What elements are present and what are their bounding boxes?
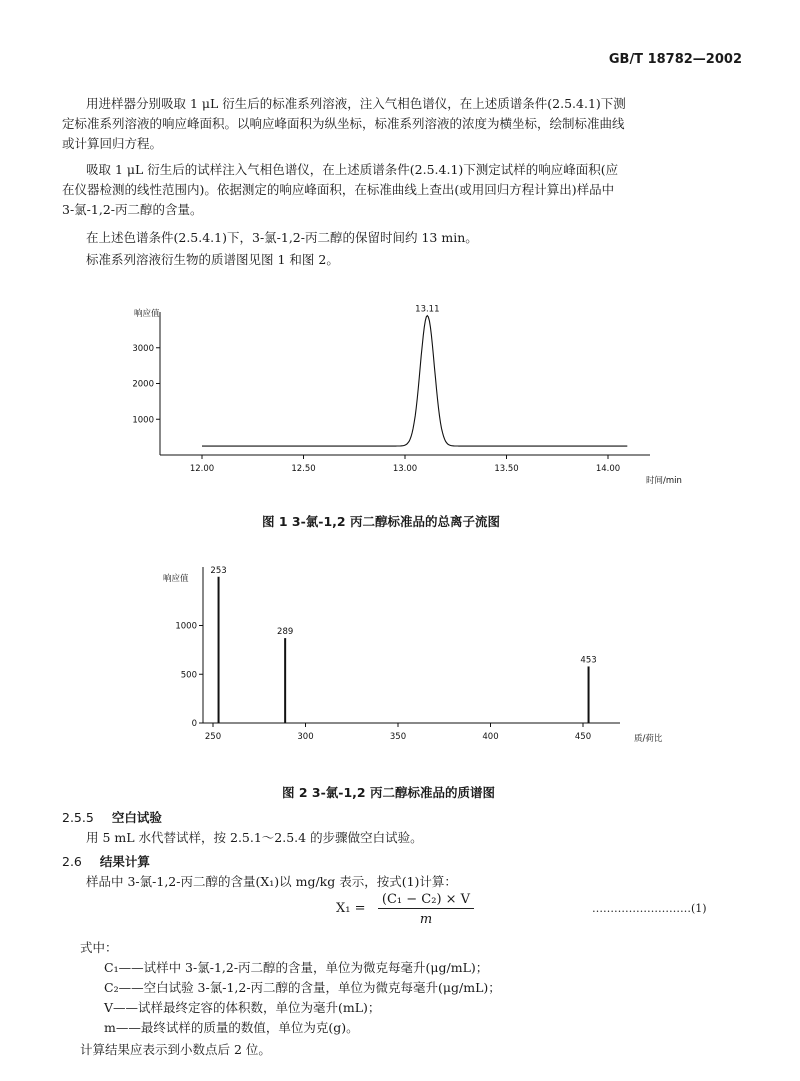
section-2-6-number: 2.6 — [62, 854, 82, 869]
x-tick-label: 12.50 — [291, 464, 316, 474]
section-2-5-5-number: 2.5.5 — [62, 810, 94, 825]
x-tick-label: 250 — [204, 732, 222, 742]
paragraph-1-line-1: 用进样器分别吸取 1 μL 衍生后的标准系列溶液，注入气相色谱仪，在上述质谱条件(2.5.4.1)下测 — [86, 96, 626, 111]
y-tick-label: 3000 — [132, 343, 154, 354]
paragraph-2-line-1: 吸取 1 μL 衍生后的试样注入气相色谱仪，在上述质谱条件(2.5.4.1)下测定试样的响应峰面积(应 — [86, 162, 619, 177]
x-tick-label: 13.50 — [494, 464, 519, 474]
y-axis-label: 响应值 — [134, 309, 160, 319]
closing-note: 计算结果应表示到小数点后 2 位。 — [80, 1042, 271, 1057]
x-tick-label: 450 — [574, 732, 592, 742]
y-tick-label: 0 — [191, 719, 197, 729]
section-2-6-text: 样品中 3-氯-1,2-丙二醇的含量(X₁)以 mg/kg 表示，按式(1)计算： — [86, 874, 457, 889]
section-2-5-5-title: 空白试验 — [111, 810, 162, 825]
definition-v: V——试样最终定容的体积数，单位为毫升(mL)； — [104, 1000, 381, 1015]
paragraph-2-line-3: 3-氯-1,2-丙二醇的含量。 — [62, 202, 203, 217]
definition-c1: C₁——试样中 3-氯-1,2-丙二醇的含量，单位为微克每毫升(μg/mL)； — [104, 960, 489, 975]
peak-label: 453 — [580, 655, 597, 666]
x-tick-label: 300 — [297, 732, 314, 742]
x-axis-label: 时间/min — [646, 476, 682, 486]
x-tick-label: 400 — [482, 732, 499, 742]
section-2-6-title: 结果计算 — [99, 854, 150, 869]
y-tick-label: 500 — [180, 670, 197, 681]
x-axis-label: 质/荷比 — [634, 734, 663, 744]
figure-2-caption: 图 2 3-氯-1,2 丙二醇标准品的质谱图 — [282, 785, 495, 800]
definition-c2: C₂——空白试验 3-氯-1,2-丙二醇的含量，单位为微克每毫升(μg/mL)； — [104, 980, 501, 995]
formula-lhs: X₁ = — [336, 901, 366, 916]
formula-denominator: m — [419, 912, 433, 927]
peak-label: 289 — [277, 627, 294, 638]
formula-numerator: (C₁ − C₂) × V — [378, 892, 474, 909]
paragraph-4: 标准系列溶液衍生物的质谱图见图 1 和图 2。 — [86, 252, 339, 267]
figure-2-mass-spectrum — [160, 555, 680, 755]
y-tick-label: 1000 — [132, 415, 154, 426]
x-tick-label: 14.00 — [595, 464, 621, 474]
figure-1-chromatogram — [120, 300, 682, 500]
where-label: 式中： — [80, 940, 118, 955]
paragraph-3: 在上述色谱条件(2.5.4.1)下，3-氯-1,2-丙二醇的保留时间约 13 min。 — [86, 230, 478, 245]
x-tick-label: 12.00 — [189, 464, 215, 474]
peak-label: 253 — [210, 565, 227, 576]
figure-1-caption: 图 1 3-氯-1,2 丙二醇标准品的总离子流图 — [262, 514, 500, 529]
y-tick-label: 2000 — [132, 379, 154, 390]
paragraph-1-line-3: 或计算回归方程。 — [62, 136, 163, 151]
section-2-6-heading — [62, 852, 150, 870]
peak-label: 13.11 — [415, 304, 440, 315]
paragraph-1-line-2: 定标准系列溶液的响应峰面积。以响应峰面积为纵坐标，标准系列溶液的浓度为横坐标，绘制标准曲线 — [62, 116, 625, 131]
chromatogram-trace — [202, 316, 627, 447]
definition-m: m——最终试样的质量的数值，单位为克(g)。 — [104, 1020, 359, 1035]
standard-number: GB/T 18782—2002 — [608, 52, 742, 67]
section-2-5-5-heading — [62, 808, 162, 826]
y-axis-label: 响应值 — [163, 574, 189, 584]
section-2-5-5-text: 用 5 mL 水代替试样，按 2.5.1～2.5.4 的步骤做空白试验。 — [86, 830, 423, 845]
paragraph-2-line-2: 在仪器检测的线性范围内)。依据测定的响应峰面积，在标准曲线上查出(或用回归方程计算出)样品中 — [62, 182, 615, 197]
x-tick-label: 13.00 — [392, 464, 418, 474]
y-tick-label: 1000 — [175, 621, 197, 632]
x-tick-label: 350 — [389, 732, 407, 742]
formula-number: ………………………(1) — [592, 902, 707, 915]
